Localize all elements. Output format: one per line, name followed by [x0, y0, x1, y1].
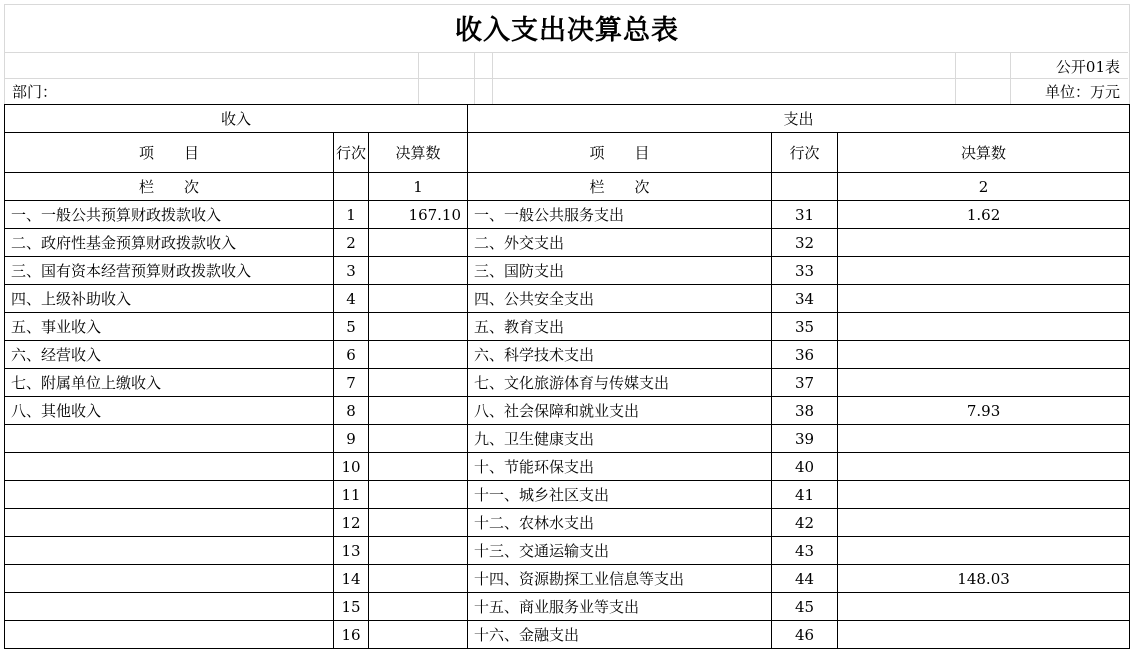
page-title: 收入支出决算总表 — [455, 15, 679, 46]
department-label[interactable]: 部门： — [12, 83, 58, 101]
income-amount-cell[interactable] — [369, 509, 468, 537]
section-header-row — [5, 105, 1130, 133]
table-row — [5, 593, 1130, 621]
income-amount-cell[interactable] — [369, 313, 468, 341]
table-row — [5, 509, 1130, 537]
income-amount-cell[interactable] — [369, 481, 468, 509]
expense-row-no-cell[interactable]: 31 — [772, 201, 838, 229]
expense-amount-cell[interactable] — [838, 481, 1130, 509]
expense-item-cell[interactable]: 七、文化旅游体育与传媒支出 — [468, 369, 772, 397]
expense-amount-cell[interactable] — [838, 257, 1130, 285]
income-amount-cell[interactable] — [369, 593, 468, 621]
expense-item-cell[interactable]: 十一、城乡社区支出 — [468, 481, 772, 509]
table-row — [5, 369, 1130, 397]
expense-column-number: 2 — [838, 173, 1130, 201]
income-row-no-cell[interactable]: 5 — [334, 313, 369, 341]
expense-item-header: 项 目 — [468, 133, 772, 173]
table-row — [5, 453, 1130, 481]
income-row-no-cell[interactable]: 7 — [334, 369, 369, 397]
table-row — [5, 481, 1130, 509]
income-section-header: 收入 — [5, 105, 468, 133]
income-item-cell[interactable] — [5, 565, 334, 593]
income-row-no-cell[interactable]: 2 — [334, 229, 369, 257]
expense-amount-cell[interactable] — [838, 453, 1130, 481]
expense-amount-cell[interactable] — [838, 537, 1130, 565]
expense-row-no-cell[interactable]: 42 — [772, 509, 838, 537]
expense-row-no-cell[interactable]: 43 — [772, 537, 838, 565]
income-amount-header: 决算数 — [369, 133, 468, 173]
income-item-cell[interactable]: 六、经营收入 — [5, 341, 334, 369]
income-item-cell[interactable] — [5, 453, 334, 481]
expense-row-no-cell[interactable]: 44 — [772, 565, 838, 593]
income-row-no-cell[interactable]: 11 — [334, 481, 369, 509]
income-amount-cell[interactable] — [369, 257, 468, 285]
expense-row-no-cell[interactable]: 35 — [772, 313, 838, 341]
form-number: 公开01表 — [1055, 58, 1120, 76]
expense-amount-cell[interactable] — [838, 593, 1130, 621]
income-item-cell[interactable] — [5, 425, 334, 453]
income-item-cell[interactable]: 七、附属单位上缴收入 — [5, 369, 334, 397]
income-row-no-cell[interactable]: 12 — [334, 509, 369, 537]
table-row — [5, 341, 1130, 369]
expense-row-no-cell[interactable]: 33 — [772, 257, 838, 285]
gridline — [1010, 52, 1011, 104]
expense-item-cell[interactable]: 十、节能环保支出 — [468, 453, 772, 481]
income-amount-cell[interactable] — [369, 229, 468, 257]
expense-amount-cell[interactable] — [838, 341, 1130, 369]
table-row — [5, 257, 1130, 285]
unit-label: 单位：万元 — [1044, 83, 1120, 101]
gridline — [4, 78, 1128, 79]
income-row-no-cell[interactable]: 4 — [334, 285, 369, 313]
income-item-cell[interactable]: 一、一般公共预算财政拨款收入 — [5, 201, 334, 229]
column-number-row — [5, 173, 1130, 201]
income-row-no-cell[interactable]: 3 — [334, 257, 369, 285]
table-row — [5, 201, 1130, 229]
expense-lanci-label: 栏 次 — [468, 173, 772, 201]
table-row — [5, 425, 1130, 453]
income-amount-cell[interactable] — [369, 621, 468, 649]
table-row — [5, 313, 1130, 341]
expense-item-cell[interactable]: 十二、农林水支出 — [468, 509, 772, 537]
expense-item-cell[interactable]: 十五、商业服务业等支出 — [468, 593, 772, 621]
expense-item-cell[interactable]: 十六、金融支出 — [468, 621, 772, 649]
income-item-cell[interactable]: 二、政府性基金预算财政拨款收入 — [5, 229, 334, 257]
expense-section-header: 支出 — [468, 105, 1130, 133]
table-row — [5, 285, 1130, 313]
income-lanci-label: 栏 次 — [5, 173, 334, 201]
empty-cell[interactable] — [772, 173, 838, 201]
expense-row-no-cell[interactable]: 41 — [772, 481, 838, 509]
table-row — [5, 565, 1130, 593]
gridline — [474, 52, 475, 104]
expense-row-no-cell[interactable]: 34 — [772, 285, 838, 313]
expense-row-no-cell[interactable]: 32 — [772, 229, 838, 257]
expense-item-cell[interactable]: 九、卫生健康支出 — [468, 425, 772, 453]
summary-table — [4, 104, 1130, 649]
income-item-cell[interactable] — [5, 481, 334, 509]
table-row — [5, 537, 1130, 565]
expense-item-cell[interactable]: 二、外交支出 — [468, 229, 772, 257]
table-row — [5, 621, 1130, 649]
income-row-no-cell[interactable]: 14 — [334, 565, 369, 593]
income-row-no-cell[interactable]: 8 — [334, 397, 369, 425]
income-row-no-cell[interactable]: 9 — [334, 425, 369, 453]
income-row-no-cell[interactable]: 6 — [334, 341, 369, 369]
income-item-cell[interactable] — [5, 509, 334, 537]
income-amount-cell[interactable] — [369, 565, 468, 593]
expense-amount-cell[interactable] — [838, 509, 1130, 537]
expense-item-cell[interactable]: 四、公共安全支出 — [468, 285, 772, 313]
income-amount-cell[interactable]: 167.10 — [369, 201, 468, 229]
income-amount-cell[interactable] — [369, 453, 468, 481]
expense-amount-cell[interactable]: 7.93 — [838, 397, 1130, 425]
expense-item-cell[interactable]: 十三、交通运输支出 — [468, 537, 772, 565]
expense-row-no-cell[interactable]: 38 — [772, 397, 838, 425]
expense-item-cell[interactable]: 八、社会保障和就业支出 — [468, 397, 772, 425]
column-header-row — [5, 133, 1130, 173]
income-amount-cell[interactable] — [369, 285, 468, 313]
expense-amount-header: 决算数 — [838, 133, 1130, 173]
expense-row-no-header: 行次 — [772, 133, 838, 173]
expense-amount-cell[interactable] — [838, 285, 1130, 313]
expense-item-cell[interactable]: 三、国防支出 — [468, 257, 772, 285]
expense-amount-cell[interactable] — [838, 369, 1130, 397]
expense-amount-cell[interactable] — [838, 621, 1130, 649]
expense-row-no-cell[interactable]: 40 — [772, 453, 838, 481]
income-row-no-cell[interactable]: 1 — [334, 201, 369, 229]
income-item-cell[interactable] — [5, 593, 334, 621]
income-row-no-cell[interactable]: 10 — [334, 453, 369, 481]
income-row-no-header: 行次 — [334, 133, 369, 173]
gridline — [418, 52, 419, 104]
expense-amount-cell[interactable]: 1.62 — [838, 201, 1130, 229]
table-row — [5, 397, 1130, 425]
expense-amount-cell[interactable]: 148.03 — [838, 565, 1130, 593]
expense-item-cell[interactable]: 六、科学技术支出 — [468, 341, 772, 369]
expense-row-no-cell[interactable]: 45 — [772, 593, 838, 621]
income-item-cell[interactable]: 三、国有资本经营预算财政拨款收入 — [5, 257, 334, 285]
expense-item-cell[interactable]: 一、一般公共服务支出 — [468, 201, 772, 229]
income-amount-cell[interactable] — [369, 341, 468, 369]
expense-amount-cell[interactable] — [838, 425, 1130, 453]
income-item-cell[interactable]: 五、事业收入 — [5, 313, 334, 341]
expense-item-cell[interactable]: 十四、资源勘探工业信息等支出 — [468, 565, 772, 593]
income-amount-cell[interactable] — [369, 369, 468, 397]
gridline — [492, 52, 493, 104]
income-item-cell[interactable]: 四、上级补助收入 — [5, 285, 334, 313]
expense-row-no-cell[interactable]: 46 — [772, 621, 838, 649]
income-amount-cell[interactable] — [369, 397, 468, 425]
income-amount-cell[interactable] — [369, 537, 468, 565]
income-item-cell[interactable] — [5, 621, 334, 649]
expense-item-cell[interactable]: 五、教育支出 — [468, 313, 772, 341]
expense-row-no-cell[interactable]: 39 — [772, 425, 838, 453]
income-column-number: 1 — [369, 173, 468, 201]
gridline — [4, 52, 1128, 53]
gridline — [955, 52, 956, 104]
expense-row-no-cell[interactable]: 37 — [772, 369, 838, 397]
empty-cell[interactable] — [334, 173, 369, 201]
income-row-no-cell[interactable]: 16 — [334, 621, 369, 649]
expense-amount-cell[interactable] — [838, 313, 1130, 341]
table-row — [5, 229, 1130, 257]
income-row-no-cell[interactable]: 15 — [334, 593, 369, 621]
income-amount-cell[interactable] — [369, 425, 468, 453]
income-item-cell[interactable] — [5, 537, 334, 565]
income-item-cell[interactable]: 八、其他收入 — [5, 397, 334, 425]
income-item-header: 项 目 — [5, 133, 334, 173]
expense-amount-cell[interactable] — [838, 229, 1130, 257]
income-row-no-cell[interactable]: 13 — [334, 537, 369, 565]
expense-row-no-cell[interactable]: 36 — [772, 341, 838, 369]
